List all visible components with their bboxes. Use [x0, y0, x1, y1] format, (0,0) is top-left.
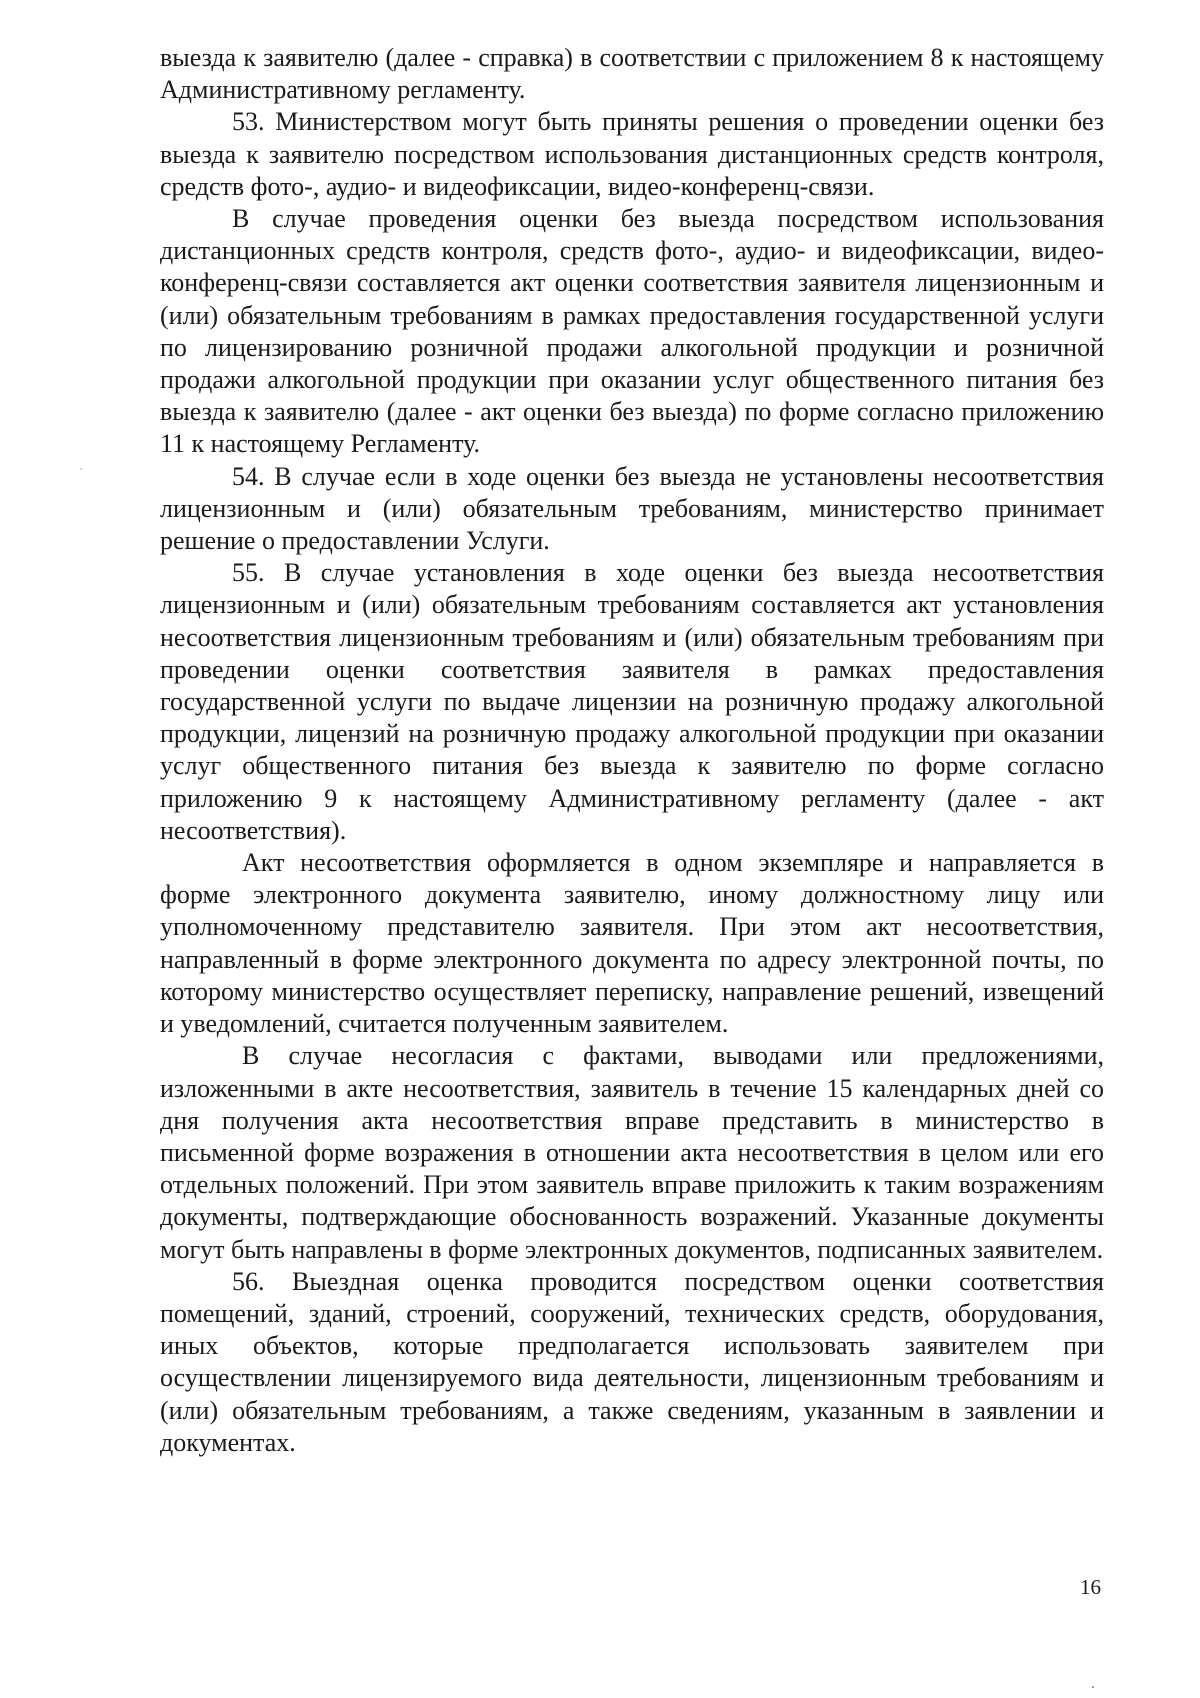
- paragraph-54: 54. В случае если в ходе оценки без выезда не установлены несоответствия лицензионным и (или) обязательным требованиям, министерство принимает решение о предоставлении Услуги.: [160, 461, 1104, 556]
- paragraph-55: 55. В случае установления в ходе оценки без выезда несоответствия лицензионным и (или) обязательным требованиям составляется акт установления несоответствия лицензионным требованиям и (или) обязательным требованиям при проведении оценки соответствия заявителя в рамках предоставления государственной услуги по выдаче лицензии на розничную продажу алкогольной продукции, лицензий на розничную продажу алкогольной продукции при оказании услуг общественного питания без выезда к заявителю по форме согласно приложению 9 к настоящему Административному регламенту (далее - акт несоответствия).: [160, 558, 1104, 845]
- scan-speck: [80, 468, 82, 470]
- paragraph-objections: В случае несогласия с фактами, выводами или предложениями, изложенными в акте несоответствия, заявитель в течение 15 календарных дней со дня получения акта несоответствия вправе представить в министерство в письменной форме возражения в отношении акта несоответствия в целом или его отдельных положений. При этом заявитель вправе приложить к таким возражениям документы, подтверждающие обоснованность возражений. Указанные документы могут быть направлены в форме электронных документов, подписанных заявителем.: [160, 1041, 1104, 1264]
- paragraph-continuation: выезда к заявителю (далее - справка) в соответствии с приложением 8 к настоящему Административному регламенту.: [160, 43, 1104, 105]
- paragraph-53: 53. Министерством могут быть приняты решения о проведении оценки без выезда к заявителю посредством использования дистанционных средств контроля, средств фото-, аудио- и видеофиксации, видео-конференц-связи.: [160, 107, 1104, 201]
- scan-speck: [1092, 1686, 1094, 1688]
- paragraph-nonconformity-act: Акт несоответствия оформляется в одном экземпляре и направляется в форме электронного документа заявителю, иному должностному лицу или уполномоченному представителю заявителя. При этом акт несоответствия, направленный в форме электронного документа по адресу электронной почты, по которому министерство осуществляет переписку, направление решений, извещений и уведомлений, считается полученным заявителем.: [160, 848, 1104, 1039]
- page-number: 16: [1080, 1575, 1101, 1599]
- document-body: [160, 42, 1104, 1459]
- paragraph-56: 56. Выездная оценка проводится посредством оценки соответствия помещений, зданий, строений, сооружений, технических средств, оборудования, иных объектов, которые предполагается использовать заявителем при осуществлении лицензируемого вида деятельности, лицензионным требованиям и (или) обязательным требованиям, а также сведениям, указанным в заявлении и документах.: [160, 1266, 1104, 1457]
- paragraph-remote-assessment: В случае проведения оценки без выезда посредством использования дистанционных средств контроля, средств фото-, аудио- и видеофиксации, видео-конференц-связи составляется акт оценки соответствия заявителя лицензионным и (или) обязательным требованиям в рамках предоставления государственной услуги по лицензированию розничной продажи алкогольной продукции и розничной продажи алкогольной продукции при оказании услуг общественного питания без выезда к заявителю (далее - акт оценки без выезда) по форме согласно приложению 11 к настоящему Регламенту.: [160, 204, 1104, 459]
